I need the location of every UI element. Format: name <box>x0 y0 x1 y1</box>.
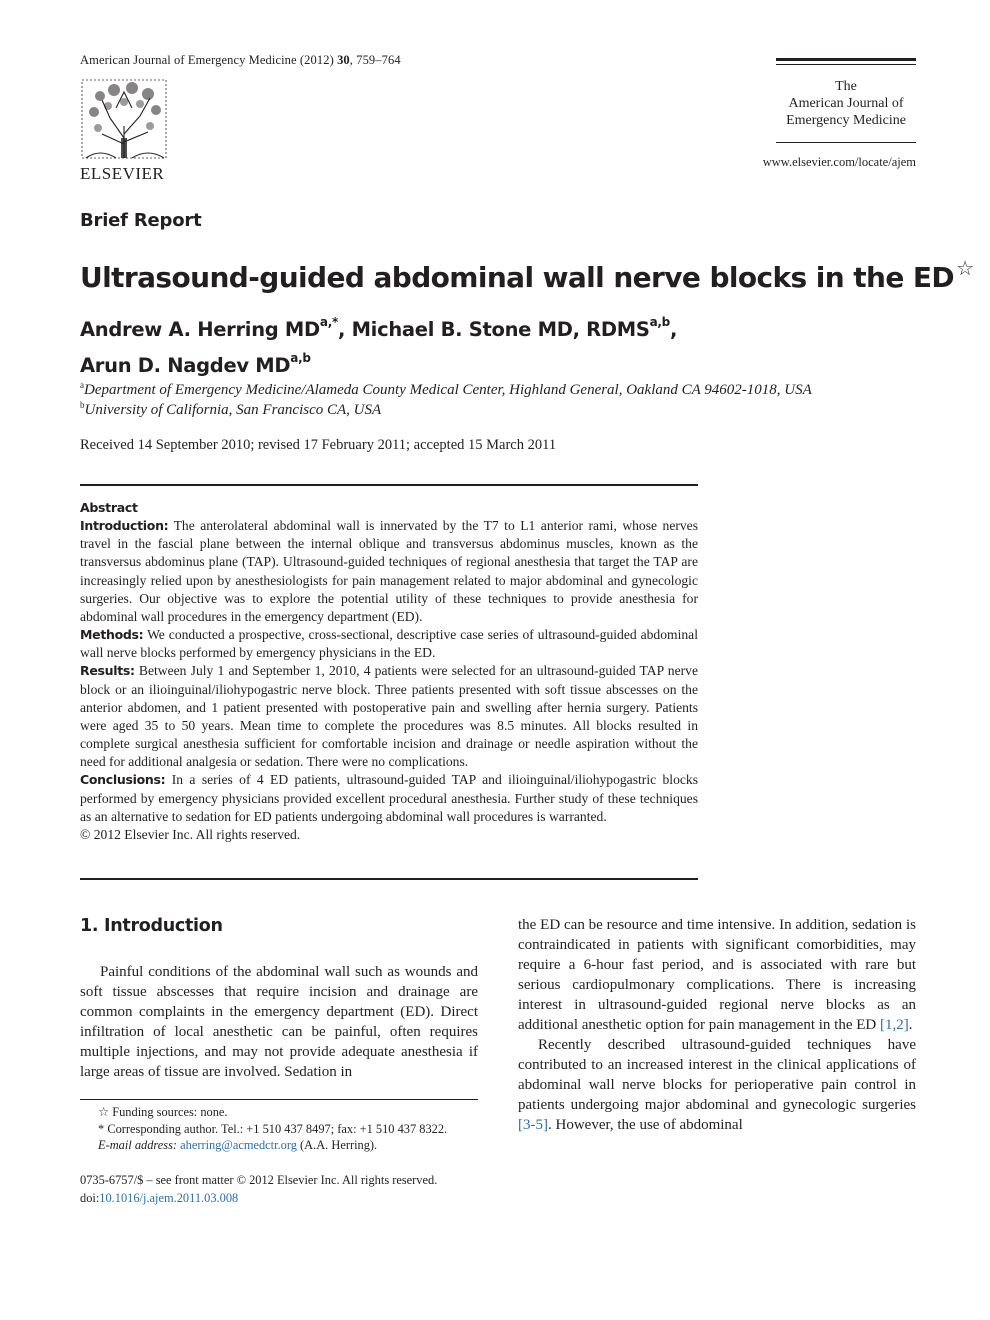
journal-name-line2: American Journal of <box>788 96 904 111</box>
author-affiliation-mark[interactable]: a,b <box>649 315 670 329</box>
abstract-label: Introduction: <box>80 518 169 534</box>
journal-name-line1: The <box>835 79 857 94</box>
journal-rule-thin <box>776 64 916 65</box>
affiliation-mark: b <box>80 400 85 410</box>
abstract-rule-top <box>80 484 698 486</box>
author-name: Andrew A. Herring MD <box>80 318 320 341</box>
email-suffix: (A.A. Herring). <box>296 1138 378 1152</box>
affiliation-b <box>80 400 381 419</box>
funding-text: Funding sources: none. <box>112 1105 228 1119</box>
abstract-text: Between July 1 and September 1, 2010, 4 patients were selected for an ultrasound-guided TAP nerve block or an ilioinguinal/iliohypogastric nerve block. Three patients presented with soft tissue abscesses on the anterior abdomen, and 1 patient presented with postoperative pain and swelling after hernia surgery. Patients were aged 35 to 50 years. Mean time to complete the procedures was 8.5 minutes. All blocks resulted in complete surgical anesthesia sufficient for comfortable incision and drainage or needle aspiration without the need for additional analgesia or sedation. There were no complications. <box>80 663 698 770</box>
article-title-text: Ultrasound-guided abdominal wall nerve blocks in the ED <box>80 261 955 294</box>
body-column-left <box>80 962 478 1082</box>
journal-url-link[interactable]: www.elsevier.com/locate/ajem <box>762 155 916 169</box>
journal-name-line3: Emergency Medicine <box>786 113 906 128</box>
abstract-text: We conducted a prospective, cross-sectional, descriptive case series of ultrasound-guided abdominal wall nerve blocks performed by emergency physicians in the ED. <box>80 627 698 661</box>
email-label: E-mail address: <box>98 1138 178 1152</box>
journal-rule-top <box>776 58 916 61</box>
journal-rule-bottom <box>776 142 916 143</box>
reference-link[interactable]: [3-5] <box>518 1117 548 1133</box>
abstract-text: In a series of 4 ED patients, ultrasound-guided TAP and ilioinguinal/iliohypogastric blocks performed by emergency physicians provided excellent procedural anesthesia. Further study of these techniques as an alternative to sedation for ED patients undergoing abdominal wall procedures is warranted. <box>80 772 698 824</box>
abstract-text: The anterolateral abdominal wall is innervated by the T7 to L1 anterior rami, whose nerves travel in the fascial plane between the internal oblique and transversus abdominus muscles, known as the transversus abdominus plane (TAP). Ultrasound-guided techniques of regional anesthesia that target the TAP are increasingly relied upon by anesthesiologists for pain management related to major abdominal and gynecologic surgeries. Our objective was to explore the potential utility of these techniques to provide anesthesia for abdominal wall procedures in the emergency department (ED). <box>80 518 698 624</box>
body-text: . <box>908 1017 913 1033</box>
author-affiliation-mark[interactable]: a,b <box>290 351 311 365</box>
footnote-rule <box>80 1099 478 1100</box>
doi-line <box>80 1190 500 1208</box>
footnotes <box>80 1104 480 1154</box>
abstract-copyright: © 2012 Elsevier Inc. All rights reserved. <box>80 826 301 842</box>
abstract-introduction <box>80 517 698 626</box>
email-link[interactable]: aherring@acmedctr.org <box>180 1138 297 1152</box>
abstract-label: Results: <box>80 663 135 679</box>
affiliation-text: University of California, San Francisco CA, USA <box>84 402 382 418</box>
author-separator: , <box>669 318 678 341</box>
author-affiliation-mark[interactable]: a,* <box>319 315 338 329</box>
issn-doi-block <box>80 1172 500 1207</box>
issn-line: 0735-6757/$ – see front matter © 2012 Elsevier Inc. All rights reserved. <box>80 1173 438 1187</box>
body-paragraph: Painful conditions of the abdominal wall such as wounds and soft tissue abscesses that require incision and drainage are common complaints in the emergency department (ED). Direct infiltration of local anesthetic can be painful, often requires multiple injections, and may not provide adequate anesthesia if large areas of tissue are involved. Sedation in <box>80 964 478 1080</box>
body-paragraph <box>518 915 916 1035</box>
abstract-conclusions <box>80 771 698 825</box>
corresponding-text: Corresponding author. Tel.: +1 510 437 8497; fax: +1 510 437 8322. <box>107 1121 448 1136</box>
title-footnote-star-icon[interactable]: ☆ <box>956 258 974 280</box>
footnote-star-icon: ☆ <box>98 1105 110 1119</box>
body-paragraph <box>518 1035 916 1135</box>
reference-link[interactable]: [1,2] <box>879 1017 909 1033</box>
body-text: . However, the use of abdominal <box>548 1117 743 1133</box>
abstract-label: Methods: <box>80 627 144 643</box>
abstract-methods <box>80 626 698 662</box>
author-separator: , <box>337 318 352 341</box>
author-name: Arun D. Nagdev MD <box>80 354 291 377</box>
publisher-wordmark: ELSEVIER <box>80 164 165 183</box>
abstract-heading: Abstract <box>80 500 138 515</box>
received-dates: Received 14 September 2010; revised 17 February 2011; accepted 15 March 2011 <box>80 437 557 453</box>
journal-name <box>760 78 932 129</box>
article-title <box>80 256 973 294</box>
body-text: the ED can be resource and time intensive. In addition, sedation is contraindicated in patients with significant comorbidities, may require a 6-hour fast period, and is associated with rare but serious cardiopulmonary complications. There is increasing interest in ultrasound-guided regional nerve blocks as an additional anesthetic option for pain management in the ED <box>518 917 916 1033</box>
journal-citation <box>80 53 401 68</box>
corresponding-footnote <box>80 1121 480 1138</box>
doi-label: doi: <box>80 1190 100 1205</box>
citation-volume: 30 <box>337 53 350 67</box>
body-column-right <box>518 915 916 1135</box>
abstract-label: Conclusions: <box>80 772 166 788</box>
affiliation-a <box>80 380 812 399</box>
author-name: Michael B. Stone MD, RDMS <box>351 318 650 341</box>
affiliation-text: Department of Emergency Medicine/Alameda County Medical Center, Highland General, Oakland CA 94602-1018, USA <box>84 382 812 398</box>
section-heading-introduction: 1. Introduction <box>80 916 223 936</box>
abstract <box>80 499 698 844</box>
section-type: Brief Report <box>80 210 202 231</box>
email-footnote <box>80 1137 480 1154</box>
citation-pages: , 759–764 <box>349 53 401 67</box>
footnote-asterisk: * <box>98 1121 105 1136</box>
author-list <box>80 308 677 380</box>
doi-link[interactable]: 10.1016/j.ajem.2011.03.008 <box>99 1190 239 1205</box>
abstract-rule-bottom <box>80 878 698 880</box>
abstract-results <box>80 662 698 771</box>
affiliation-mark: a <box>80 380 84 390</box>
funding-footnote <box>80 1104 480 1121</box>
body-text: Recently described ultrasound-guided techniques have contributed to an increased interest in the clinical applications of abdominal wall nerve blocks for perioperative pain control in patients undergoing major abdominal and gynecologic surgeries <box>518 1037 916 1113</box>
citation-prefix: American Journal of Emergency Medicine (2012) <box>80 53 334 67</box>
